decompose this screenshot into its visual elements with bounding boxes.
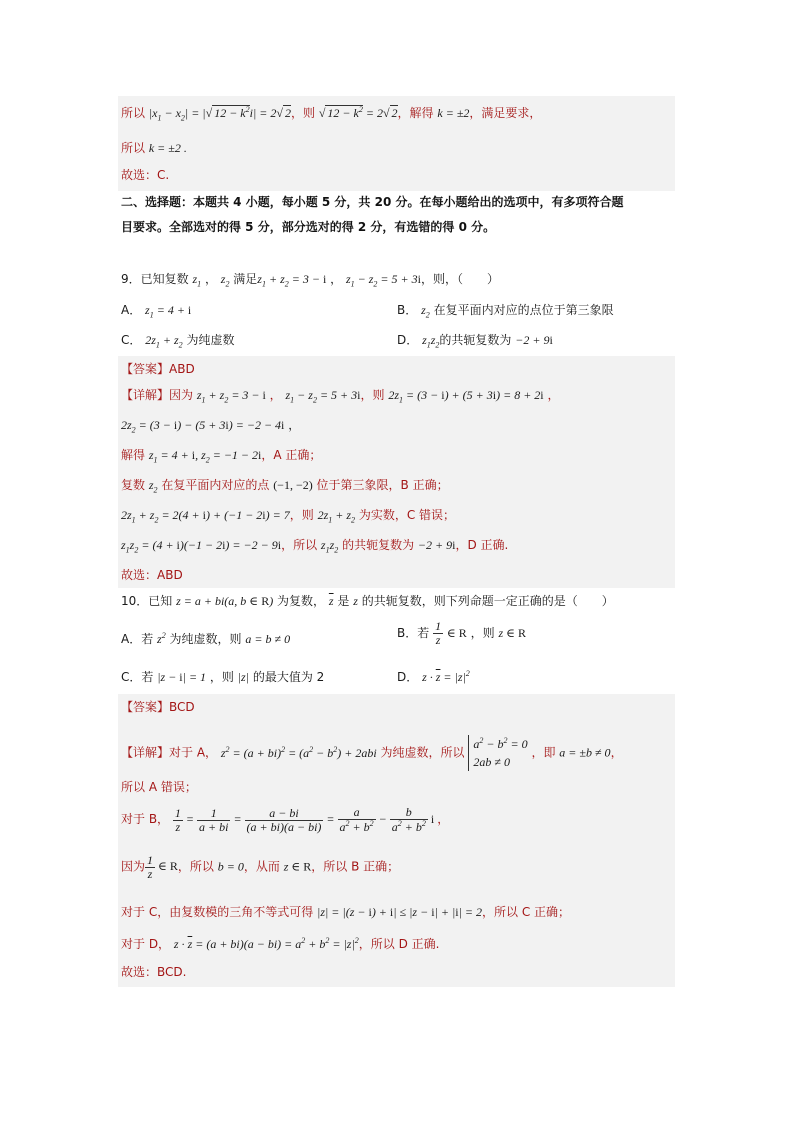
q10-detail-line-3: 对于 B， $\frac{1}{z}$ = $\frac{1}{a + bi}$ = $\frac{a - bi}{(a + bi)(a - bi)}$ = $\frac{a}{a^2 + b^2}$ − $\frac{b}{a^2 + b^2}$ i ， [121,805,450,835]
q9-detail-line-4: 复数 $z_2$ 在复平面内对应的点 (−1, −2) 位于第三象限，B 正确； [121,478,449,495]
q9-detail-line-3: 解得 $z_1 = 4 + i$, $z_2 = -1 - 2i$，A 正确； [121,448,322,465]
q10-detail-line-1: 【详解】对于 A， $z^2 = (a + bi)^2 = (a^2 - b^2) + 2abi$ 为纯虚数，所以 $a^2 - b^2 = 0$ 2ab ≠ 0 ，即 a = ±b ≠ 0， [121,736,623,769]
q9-detail-line-2: $2z_2 = (3 - i) - (5 + 3i) = -2 - 4i$ ， [121,418,301,435]
top-line-2: 所以 k = ±2 . [121,141,187,155]
q10-answer: 【答案】BCD [121,700,195,714]
q9-option-a: A． $z_1 = 4 + i$ [121,303,192,320]
q10-conclusion: 故选：BCD. [121,965,187,979]
q9-conclusion: 故选：ABD [121,568,183,582]
q9-detail-line-6: $z_1z_2 = (4 + i)(-1 - 2i) = -2 - 9i$，所以 $z_1z_2$ 的共轭复数为 −2 + 9i，D 正确. [121,538,509,555]
q9-answer: 【答案】ABD [121,362,195,376]
q10-option-c: C．若 |z − i| = 1 ，则 |z| 的最大值为 2 [121,670,325,684]
q10-detail-line-6: 对于 D， $z \cdot \overline{z} = (a + bi)(a - bi) = a^2 + b^2 = |z|^2$，所以 D 正确. [121,936,440,951]
q10-detail-line-4: 因为 $\frac{1}{z}$ ∈ R，所以 b = 0，从而 z ∈ R，所以 B 正确； [121,853,400,882]
q9-option-d: D． $z_1z_2$的共轭复数为 −2 + 9i [397,333,553,350]
q9-detail-line-5: $2z_1 + z_2 = 2(4 + i) + (-1 - 2i) = 7$，则 $2z_1 + z_2$ 为实数，C 错误； [121,508,456,525]
q10-option-b: B．若 $\frac{1}{z}$ ∈ R ，则 z ∈ R [397,619,527,648]
q10-stem: 10．已知 z = a + bi(a, b ∈ R) 为复数， $\overline{z}$ 是 z 的共轭复数，则下列命题一定正确的是（ ） [121,594,614,608]
q9-detail-line-1: 【详解】因为 $z_1 + z_2 = 3 - i$ ， $z_1 - z_2 = 5 + 3i$，则 $2z_1 = (3 - i) + (5 + 3i) = 8 + 2i$ ， [121,388,560,405]
section-heading-line-1: 二、选择题：本题共 4 小题，每小题 5 分，共 20 分。在每小题给出的选项中，有多项符合题 [121,195,624,209]
q10-detail-line-2: 所以 A 错误； [121,780,197,794]
section-heading-line-2: 目要求。全部选对的得 5 分，部分选对的得 2 分，有选错的得 0 分。 [121,220,496,234]
q10-detail-line-5: 对于 C，由复数模的三角不等式可得 |z| = |(z − i) + i| ≤ |z − i| + |i| = 2，所以 C 正确； [121,905,571,919]
q9-option-b: B． $z_2$ 在复平面内对应的点位于第三象限 [397,303,614,320]
q9-stem: 9．已知复数 $z_1$ ， $z_2$ 满足$z_1 + z_2 = 3 - i$ ， $z_1 - z_2 = 5 + 3i$，则，（ ） [121,272,499,289]
top-conclusion: 故选：C. [121,168,170,182]
top-line-1: 所以 $|x_1 - x_2|$ = |√ $12 - k^2i| = 2√$ 2，则 √ $12 - k^2 = 2√$ 2，解得 k = ±2，满足要求， [121,105,542,123]
q9-option-c: C． $2z_1 + z_2$ 为纯虚数 [121,333,235,350]
q10-option-a: A．若 $z^2$ 为纯虚数，则 a = b ≠ 0 [121,631,291,646]
q10-option-d: D． $z \cdot \overline{z} = |z|^2$ [397,669,470,684]
